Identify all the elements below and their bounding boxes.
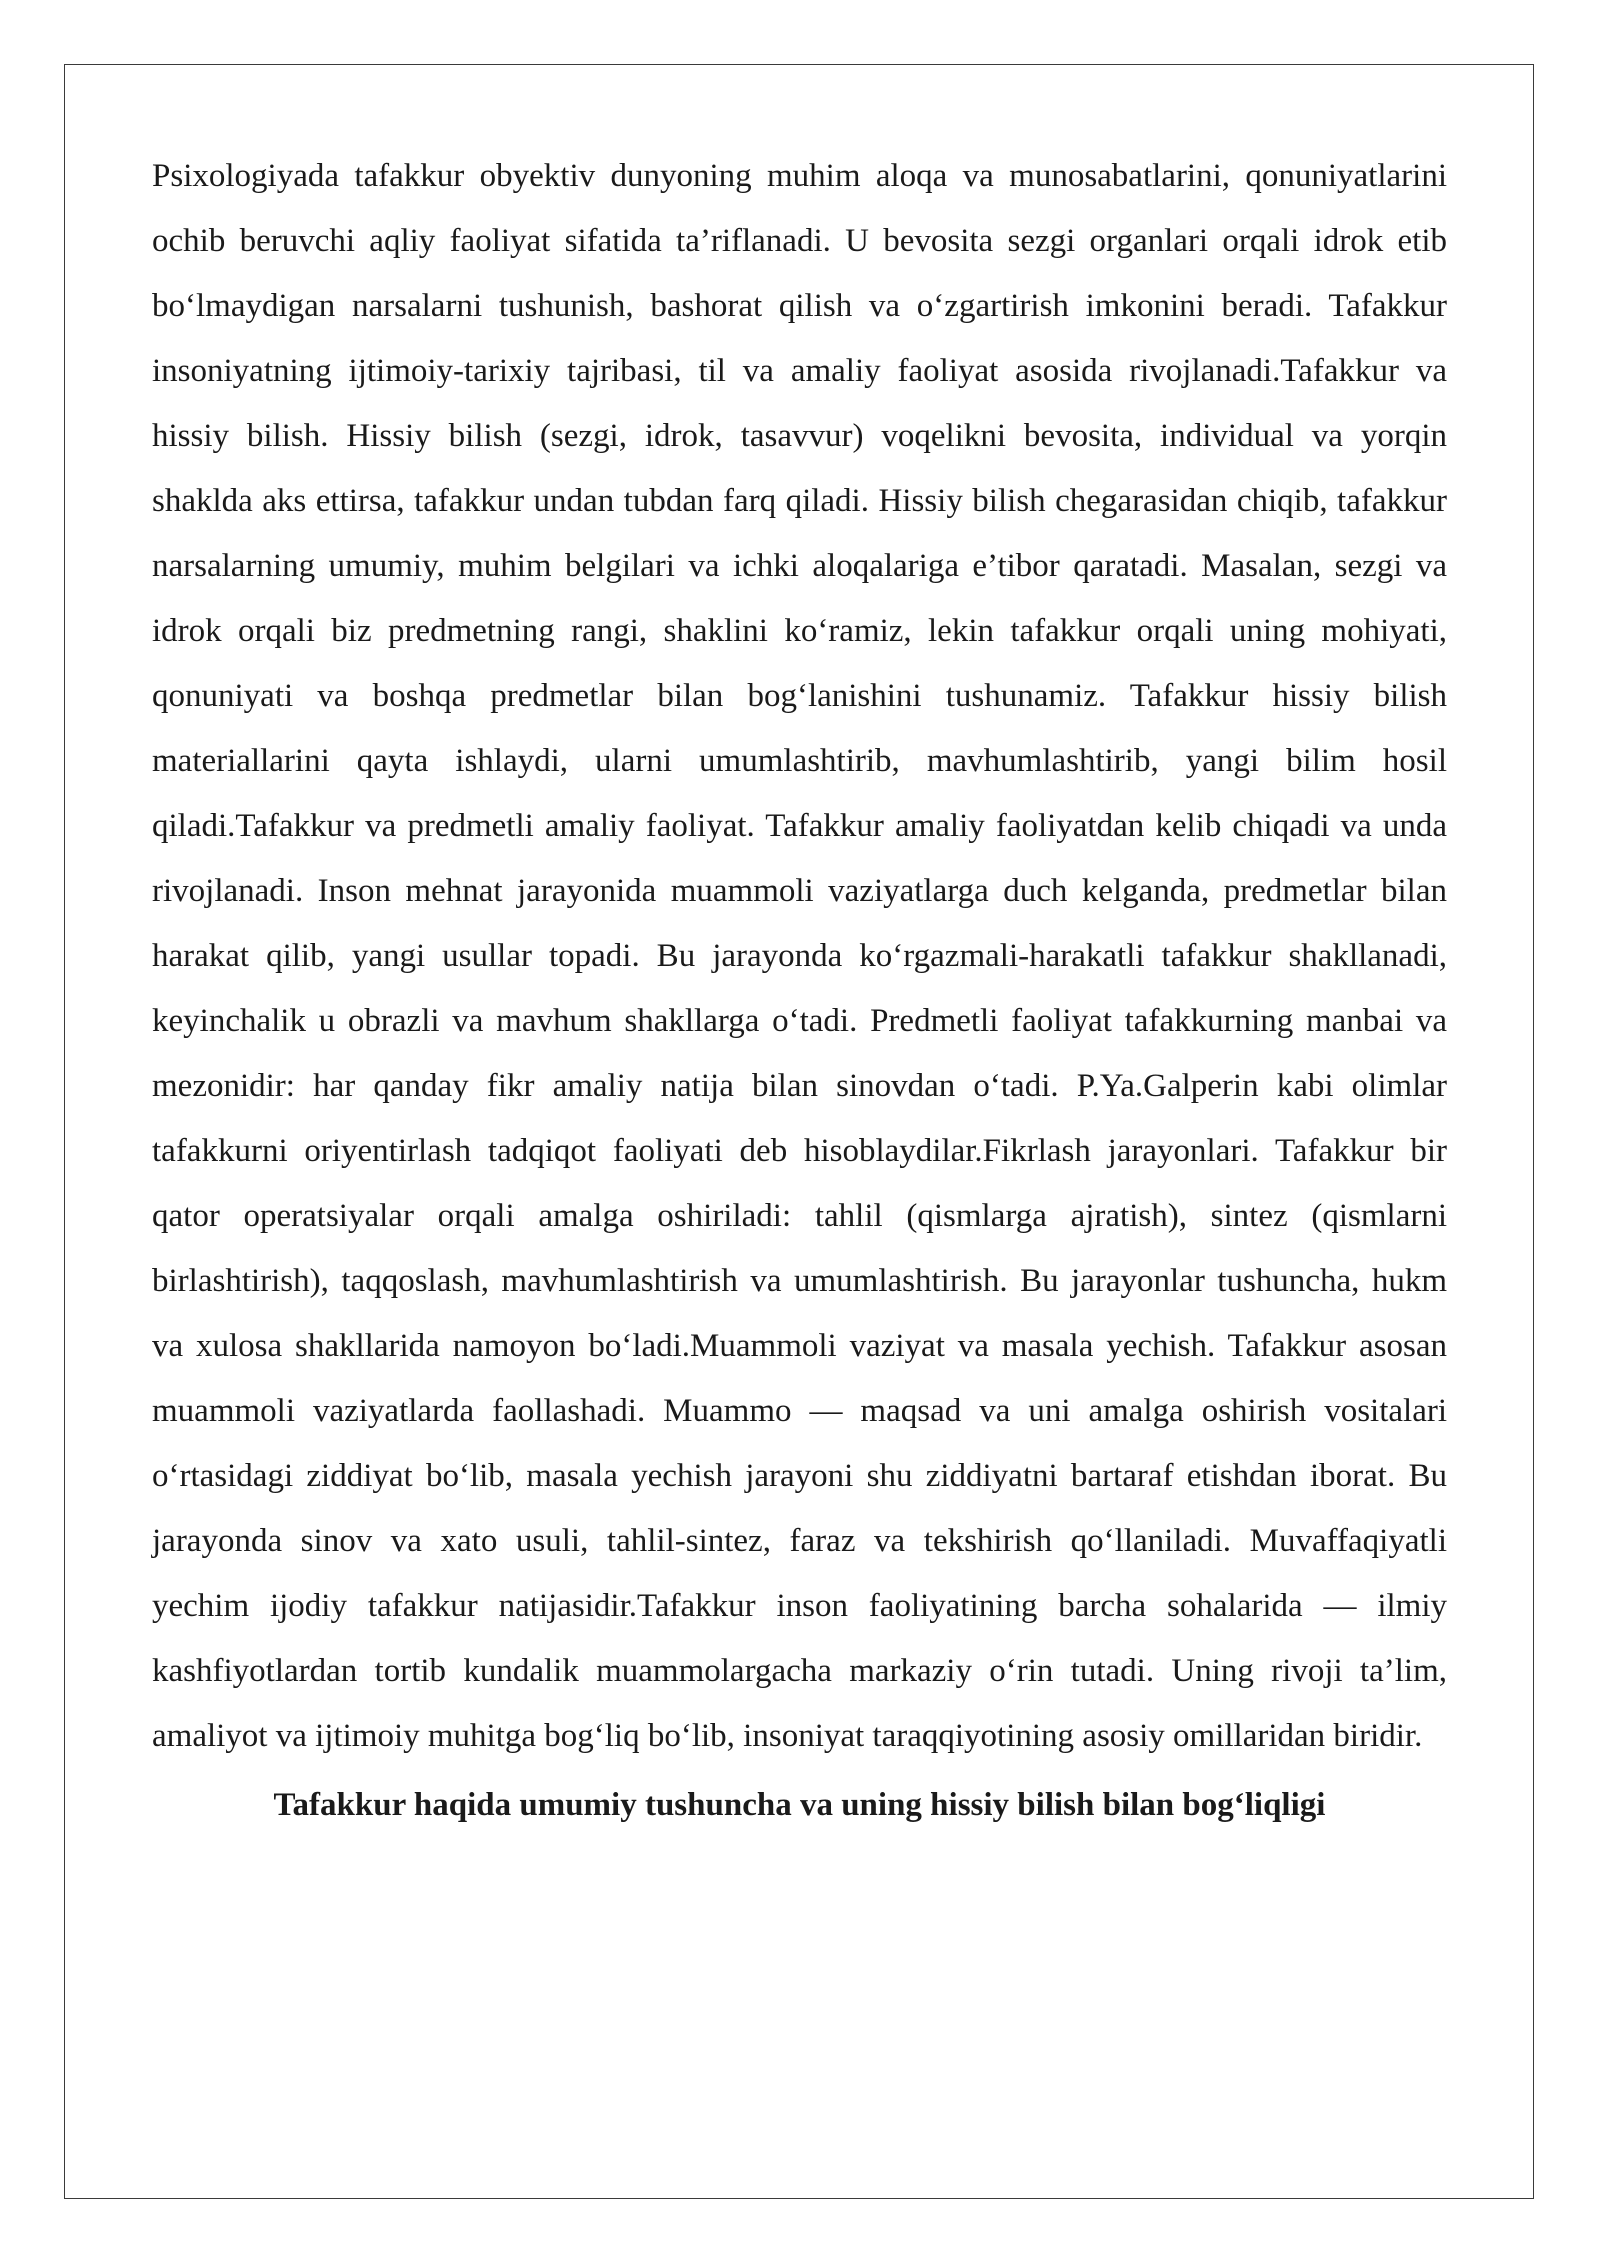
body-paragraph: Psixologiyada tafakkur obyektiv dunyoning muhim aloqa va munosabatlarini, qonuniyatlarini ochib beruvchi aqliy faoliyat sifatida ta’riflanadi. U bevosita sezgi organlari orqali idrok etib bo‘lmaydigan narsalarni tushunish, bashorat qilish va o‘zgartirish imkonini beradi. Tafakkur insoniyatning ijtimoiy-tarixiy tajribasi, til va amaliy faoliyat asosida rivojlanadi.Tafakkur va hissiy bilish. Hissiy bilish (sezgi, idrok, tasavvur) voqelikni bevosita, individual va yorqin shaklda aks ettirsa, tafakkur undan tubdan farq qiladi. Hissiy bilish chegarasidan chiqib, tafakkur narsalarning umumiy, muhim belgilari va ichki aloqalariga e’tibor qaratadi. Masalan, sezgi va idrok orqali biz predmetning rangi, shaklini ko‘ramiz, lekin tafakkur orqali uning mohiyati, qonuniyati va boshqa predmetlar bilan bog‘lanishini tushunamiz. Tafakkur hissiy bilish materiallarini qayta ishlaydi, ularni umumlashtirib, mavhumlashtirib, yangi bilim hosil qiladi.Tafakkur va predmetli amaliy faoliyat. Tafakkur amaliy faoliyatdan kelib chiqadi va unda rivojlanadi. Inson mehnat jarayonida muammoli vaziyatlarga duch kelganda, predmetlar bilan harakat qilib, yangi usullar topadi. Bu jarayonda ko‘rgazmali-harakatli tafakkur shakllanadi, keyinchalik u obrazli va mavhum shakllarga o‘tadi. Predmetli faoliyat tafakkurning manbai va mezonidir: har qanday fikr amaliy natija bilan sinovdan o‘tadi. P.Ya.Galperin kabi olimlar tafakkurni oriyentirlash tadqiqot faoliyati deb hisoblaydilar.Fikrlash jarayonlari. Tafakkur bir qator operatsiyalar orqali amalga oshiriladi: tahlil (qismlarga ajratish), sintez (qismlarni birlashtirish), taqqoslash, mavhumlashtirish va umumlashtirish. Bu jarayonlar tushuncha, hukm va xulosa shakllarida namoyon bo‘ladi.Muammoli vaziyat va masala yechish. Tafakkur asosan muammoli vaziyatlarda faollashadi. Muammo — maqsad va uni amalga oshirish vositalari o‘rtasidagi ziddiyat bo‘lib, masala yechish jarayoni shu ziddiyatni bartaraf etishdan iborat. Bu jarayonda sinov va xato usuli, tahlil-sintez, faraz va tekshirish qo‘llaniladi. Muvaffaqiyatli yechim ijodiy tafakkur natijasidir.Tafakkur inson faoliyatining barcha sohalarida — ilmiy kashfiyotlardan tortib kundalik muammolargacha markaziy o‘rin tutadi. Uning rivoji ta’lim, amaliyot va ijtimoiy muhitga bog‘liq bo‘lib, insoniyat taraqqiyotining asosiy omillaridan biridir. <box>152 158 1447 1754</box>
page-content <box>152 144 1447 1838</box>
section-heading: Tafakkur haqida umumiy tushuncha va uning hissiy bilish bilan bog‘liqligi <box>273 1787 1326 1823</box>
